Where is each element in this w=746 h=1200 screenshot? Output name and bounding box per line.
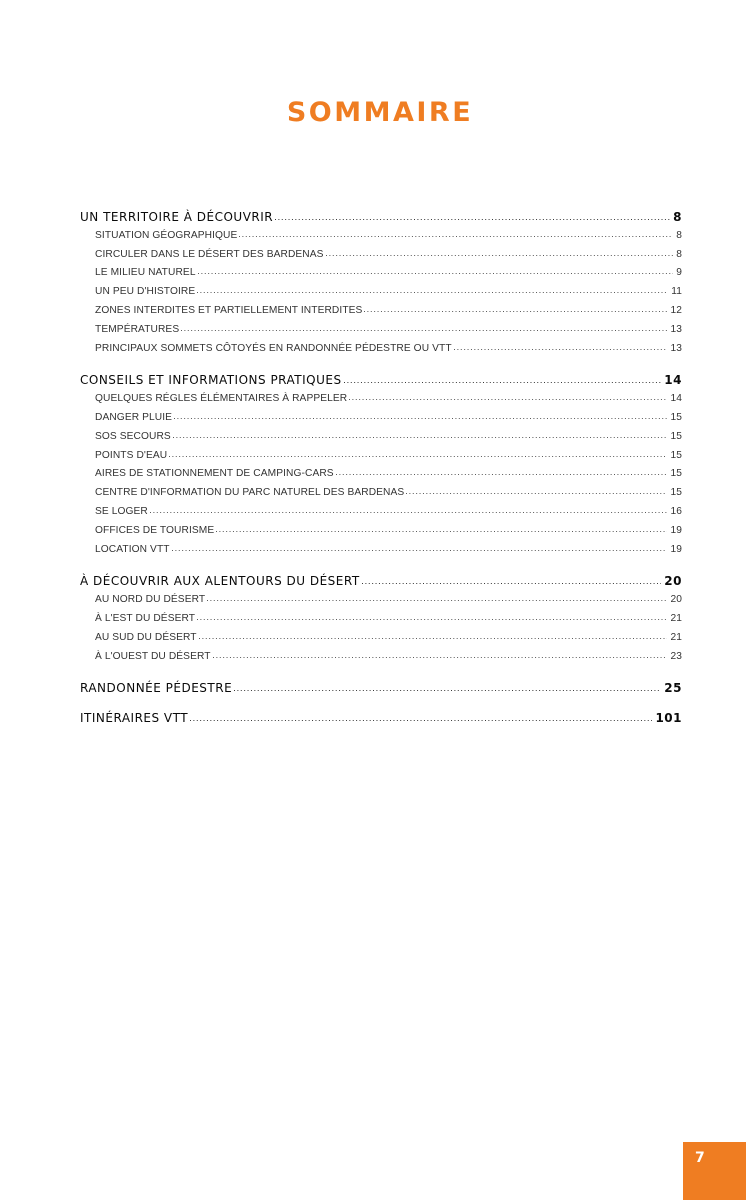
dot-leader <box>406 493 667 494</box>
toc-subitem-page: 13 <box>670 342 682 354</box>
toc-heading-page: 20 <box>664 574 682 589</box>
toc-subitem-label: QUELQUES RÉGLES ÉLÉMENTAIRES À RAPPELER <box>95 393 348 405</box>
toc-subitem-label: CENTRE D'INFORMATION DU PARC NATUREL DES BARDENAS <box>95 487 405 499</box>
toc-subitem-label: TEMPÉRATURES <box>95 323 180 335</box>
toc-subitem <box>80 340 682 359</box>
toc-heading-page: 8 <box>673 210 682 224</box>
toc-subitem-label: UN PEU D'HISTOIRE <box>95 286 196 298</box>
toc-subitem-page: 19 <box>670 543 682 555</box>
toc-subitem-label: LE MILIEU NATUREL <box>95 267 196 279</box>
toc-subitem <box>80 321 682 340</box>
toc-subitem-page: 15 <box>670 449 682 461</box>
dot-leader <box>181 330 667 331</box>
toc-subitem <box>80 629 682 648</box>
dot-leader <box>174 418 667 419</box>
toc-heading-page: 14 <box>664 373 682 388</box>
dot-leader <box>364 311 667 312</box>
toc-section <box>80 208 682 358</box>
dot-leader <box>199 638 668 639</box>
toc-subitem <box>80 390 682 409</box>
toc-heading-label: CONSEILS ET INFORMATIONS PRATIQUES <box>80 373 342 388</box>
toc-subitem <box>80 648 682 667</box>
toc-subitem-page: 19 <box>670 524 682 536</box>
toc-subitem <box>80 503 682 522</box>
toc-subitem <box>80 227 682 246</box>
toc-subitem-page: 13 <box>670 323 682 335</box>
dot-leader <box>172 550 668 551</box>
dot-leader <box>213 657 668 658</box>
toc-subitem-page: 8 <box>676 248 682 260</box>
toc-subitem <box>80 465 682 484</box>
toc-subitem-page: 21 <box>670 631 682 643</box>
dot-leader <box>169 456 667 457</box>
toc-subitem-label: SE LOGER <box>95 505 148 517</box>
toc-heading <box>80 709 682 728</box>
toc-subitem-label: CIRCULER DANS LE DÉSERT DES BARDENAS <box>95 248 324 260</box>
toc-heading-page: 25 <box>664 681 682 696</box>
toc-subitem-label: AU SUD DU DÉSERT <box>95 631 197 643</box>
dot-leader <box>362 583 662 584</box>
toc-subitem-page: 14 <box>670 393 682 405</box>
toc-heading <box>80 679 682 698</box>
dot-leader <box>216 531 667 532</box>
toc-subitem-page: 12 <box>670 304 682 316</box>
toc-subitem <box>80 447 682 466</box>
page-number: 7 <box>695 1150 705 1166</box>
toc-heading-label: UN TERRITOIRE À DÉCOUVRIR <box>80 210 274 224</box>
toc-subitem-page: 20 <box>670 594 682 606</box>
dot-leader <box>173 437 668 438</box>
toc-subitem-label: AIRES DE STATIONNEMENT DE CAMPING-CARS <box>95 468 334 480</box>
toc-subitem-page: 21 <box>670 612 682 624</box>
toc-heading <box>80 371 682 390</box>
table-of-contents <box>80 208 682 728</box>
toc-subitem-page: 15 <box>670 487 682 499</box>
toc-subitem <box>80 610 682 629</box>
toc-section <box>80 709 682 728</box>
toc-subitem <box>80 246 682 265</box>
toc-subitem <box>80 428 682 447</box>
dot-leader <box>197 619 667 620</box>
toc-section <box>80 572 682 666</box>
toc-subitem-label: POINTS D'EAU <box>95 449 168 461</box>
toc-subitem-page: 8 <box>676 229 682 241</box>
toc-subitem <box>80 591 682 610</box>
toc-subitem-page: 16 <box>670 505 682 517</box>
dot-leader <box>207 600 667 601</box>
toc-subitem-page: 15 <box>670 468 682 480</box>
toc-heading-page: 101 <box>655 711 682 726</box>
toc-subitem-label: DANGER PLUIE <box>95 411 173 423</box>
toc-subitem-page: 15 <box>670 430 682 442</box>
toc-subitem-label: LOCATION VTT <box>95 543 170 555</box>
toc-heading-label: RANDONNÉE PÉDESTRE <box>80 681 233 696</box>
toc-subitem-label: À L'EST DU DÉSERT <box>95 612 196 624</box>
toc-subitem-label: ZONES INTERDITES ET PARTIELLEMENT INTERDITES <box>95 304 363 316</box>
toc-subitem <box>80 484 682 503</box>
toc-heading <box>80 208 682 227</box>
page-number-tab <box>683 1142 746 1200</box>
dot-leader <box>349 399 667 400</box>
toc-subitem-label: SOS SECOURS <box>95 430 171 442</box>
toc-section <box>80 371 682 559</box>
toc-subitem-label: AU NORD DU DÉSERT <box>95 594 206 606</box>
dot-leader <box>275 219 670 220</box>
toc-subitem <box>80 283 682 302</box>
toc-subitem-label: À L'OUEST DU DÉSERT <box>95 650 211 662</box>
toc-subitem-page: 23 <box>670 650 682 662</box>
toc-subitem-page: 11 <box>671 286 682 298</box>
page-title: SOMMAIRE <box>286 97 474 129</box>
dot-leader <box>326 255 674 256</box>
toc-subitem <box>80 302 682 321</box>
dot-leader <box>197 292 668 293</box>
dot-leader <box>239 236 673 237</box>
toc-subitem-page: 15 <box>670 411 682 423</box>
toc-subitem-label: SITUATION GÉOGRAPHIQUE <box>95 229 238 241</box>
toc-subitem <box>80 264 682 283</box>
toc-heading-label: À DÉCOUVRIR AUX ALENTOURS DU DÉSERT <box>80 574 360 589</box>
dot-leader <box>454 349 668 350</box>
dot-leader <box>234 690 661 691</box>
toc-subitem <box>80 409 682 428</box>
toc-section <box>80 679 682 698</box>
toc-subitem-label: PRINCIPAUX SOMMETS CÔTOYÉS EN RANDONNÉE PÉDESTRE OU VTT <box>95 342 452 354</box>
toc-subitem <box>80 522 682 541</box>
toc-heading <box>80 572 682 591</box>
toc-subitem-label: OFFICES DE TOURISME <box>95 524 215 536</box>
dot-leader <box>344 382 662 383</box>
toc-subitem-page: 9 <box>676 267 682 279</box>
dot-leader <box>198 273 674 274</box>
toc-heading-label: ITINÉRAIRES VTT <box>80 711 189 726</box>
dot-leader <box>336 474 668 475</box>
dot-leader <box>150 512 668 513</box>
dot-leader <box>190 720 652 721</box>
toc-subitem <box>80 541 682 560</box>
